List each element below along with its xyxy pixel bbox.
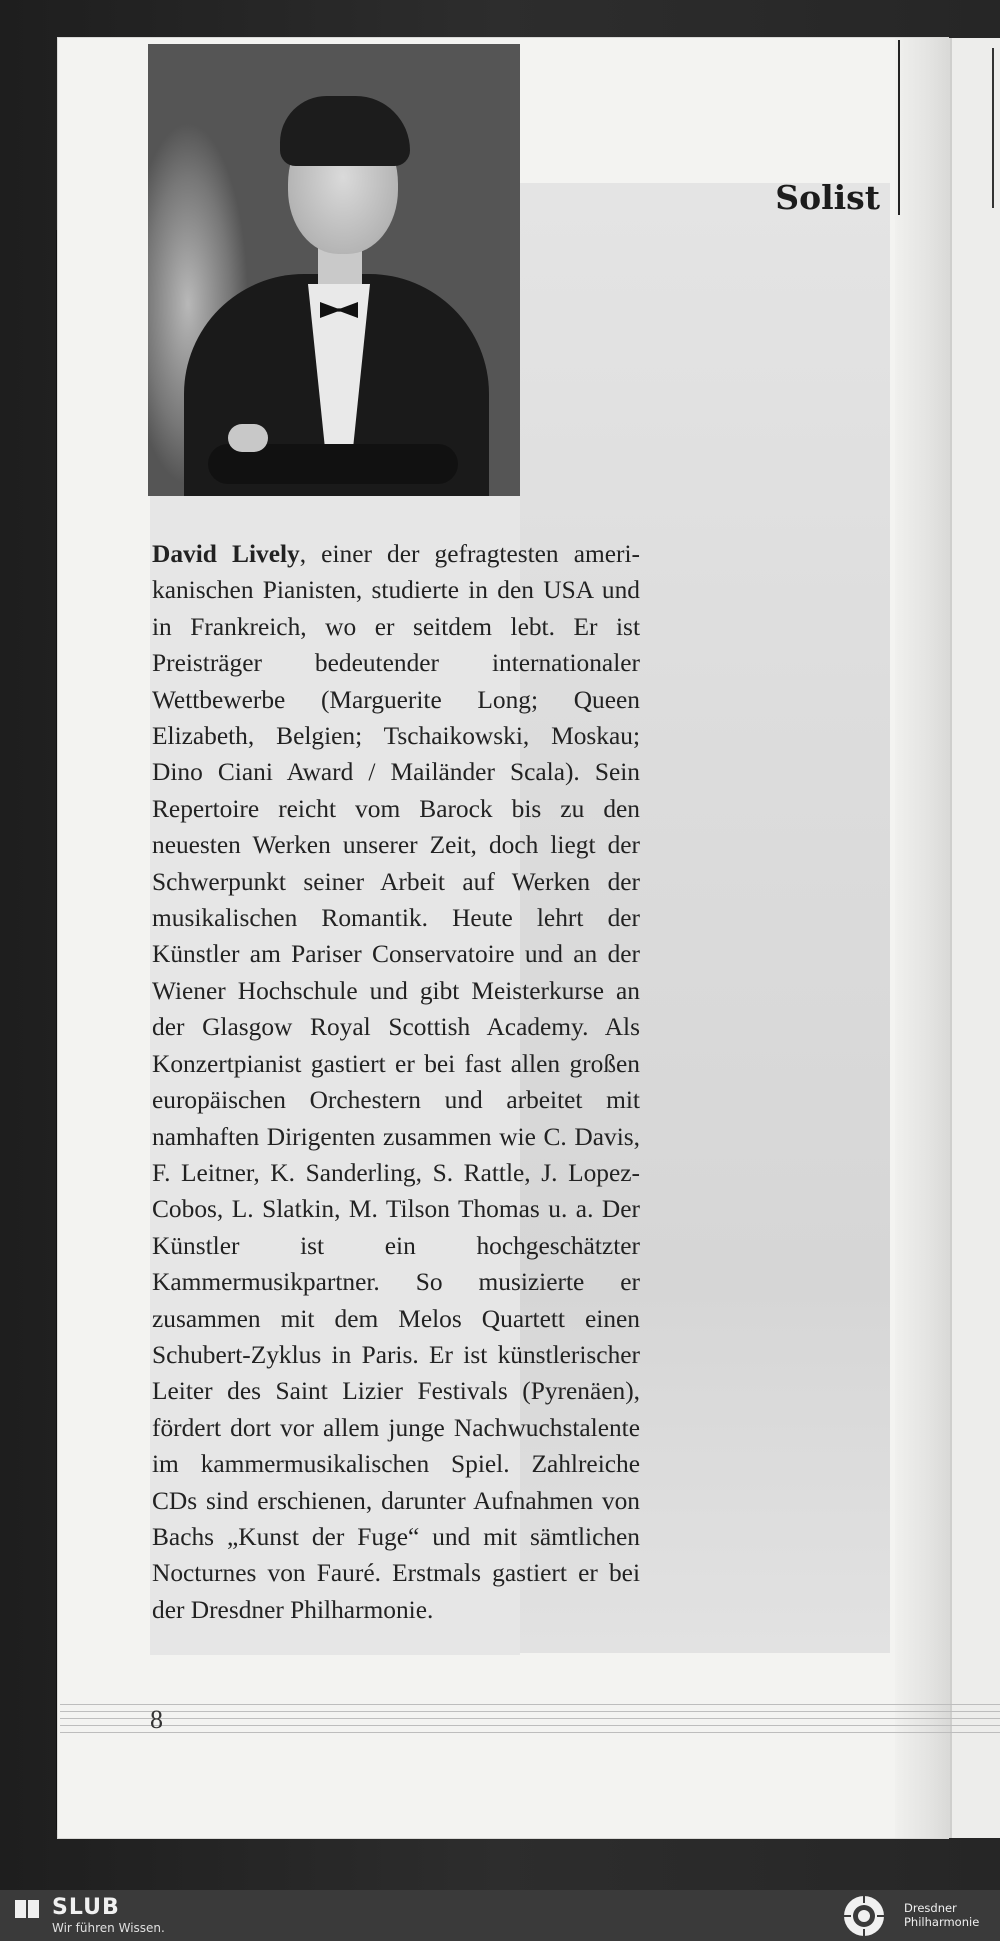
soloist-portrait-photo <box>148 44 520 496</box>
adjacent-page-edge <box>950 38 1000 1838</box>
philharmonie-logo-icon <box>842 1894 886 1938</box>
decorative-staff-lines <box>60 1704 1000 1746</box>
library-slogan: Wir führen Wissen. <box>52 1921 165 1935</box>
page-number: 8 <box>150 1705 163 1734</box>
biography-text <box>152 536 640 1628</box>
orchestra-name-line2[interactable]: Philharmonie <box>904 1915 980 1929</box>
adjacent-page-rule <box>992 48 994 208</box>
biography-body: , einer der gefragtesten amerikanischen Pianisten, studierte in den USA und in Frankreich, wo er seitdem lebt. Er ist Preisträger bedeutender internationaler Wettbewerbe (Marguerite Long; Queen Elizabeth, Belgien; Tschaikowski, Moskau; Dino Ciani Award / Mailänder Scala). Sein Repertoire reicht vom Barock bis zu den neuesten Werken unserer Zeit, doch liegt der Schwerpunkt seiner Arbeit auf Werken der musikalischen Romantik. Heute lehrt der Künstler am Pariser Conservatoire und an der Wiener Hochschule und gibt Meisterkurse an der Glasgow Royal Scottish Academy. Als Konzertpianist gastiert er bei fast allen großen europäischen Orchestern und arbeitet mit namhaften Dirigenten zusammen wie C. Davis, F. Leitner, K. Sanderling, S. Rattle, J. Lopez-Cobos, L. Slatkin, M. Tilson Thomas u. a. Der Künstler ist ein hochgeschätzter Kammermusikpartner. So musizierte er zusammen mit dem Melos Quartett einen Schubert-Zyklus in Paris. Er ist künstlerischer Leiter des Saint Lizier Festivals (Pyrenäen), fördert dort vor allem junge Nachwuchstalente im kammermusikalischen Spiel. Zahlreiche CDs sind erschienen, darunter Aufnahmen von Bachs „Kunst der Fuge“ und mit sämtlichen Nocturnes von Fauré. Erstmals gastiert er bei der Dresdner Philharmonie. <box>152 540 640 1624</box>
soloist-name: David Lively <box>152 540 300 568</box>
orchestra-name-line1[interactable]: Dresdner <box>904 1901 957 1915</box>
page-gutter <box>895 38 950 1838</box>
portrait-hand <box>228 424 268 452</box>
gutter-rule <box>898 40 900 215</box>
section-title: Solist <box>775 178 880 217</box>
library-name[interactable]: SLUB <box>52 1895 120 1920</box>
book-icon <box>14 1898 40 1920</box>
